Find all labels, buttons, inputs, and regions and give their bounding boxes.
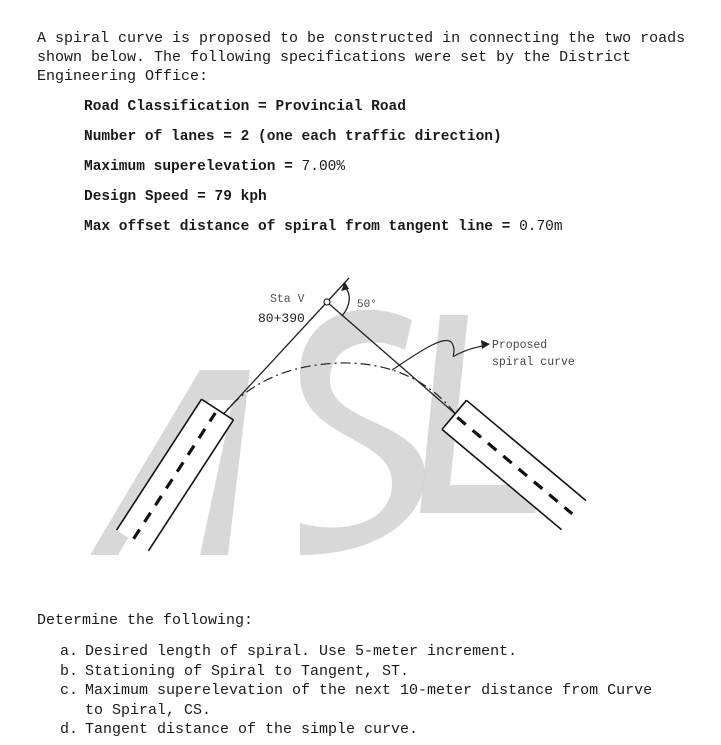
specification-list: [84, 97, 563, 247]
tangent-extension-line: [327, 278, 349, 302]
spec-value: 79 kph: [214, 189, 267, 205]
angle-label: 50°: [357, 299, 377, 311]
question-list: [60, 642, 660, 740]
curve-label-line1: Proposed: [492, 339, 548, 352]
question-item: [60, 681, 660, 720]
spec-max-superelevation: Maximum superelevation = 7.00%: [84, 159, 346, 175]
spec-label: Max offset distance of spiral from tangent line: [84, 219, 493, 235]
spec-label: Road Classification: [84, 99, 250, 115]
curve-label-line2: spiral curve: [492, 356, 575, 369]
question-label: b.: [60, 662, 79, 680]
question-item: [60, 662, 660, 682]
question-text: Tangent distance of the simple curve.: [85, 721, 419, 738]
callout-arrow-head: [481, 340, 490, 349]
problem-intro: A spiral curve is proposed to be constructed in connecting the two roads shown below. The following specifications were set by the District Engineering Office:: [37, 30, 686, 85]
question-text: Stationing of Spiral to Tangent, ST.: [85, 662, 410, 680]
station-label: Sta V: [270, 293, 305, 306]
spec-label: Number of lanes: [84, 129, 215, 145]
station-value: 80+390: [258, 311, 305, 326]
spec-value: 0.70m: [519, 219, 563, 235]
spec-number-of-lanes: Number of lanes = 2 (one each traffic direction): [84, 129, 502, 145]
question-item: [60, 642, 660, 662]
spiral-curve-diagram: [0, 255, 721, 565]
question-prompt: Determine the following:: [37, 612, 254, 629]
spec-road-classification: Road Classification = Provincial Road: [84, 99, 406, 115]
question-label: a.: [60, 643, 79, 660]
question-item: [60, 720, 660, 740]
spec-max-offset: Max offset distance of spiral from tangent line = 0.70m: [84, 219, 563, 235]
spec-value: Provincial Road: [275, 99, 406, 115]
spec-label: Design Speed: [84, 189, 189, 205]
angle-arrow-head: [341, 282, 349, 291]
question-text: Maximum superelevation of the next 10-meter distance from Curve to Spiral, CS.: [85, 682, 653, 719]
question-label: d.: [60, 721, 79, 738]
pi-station-marker: [324, 299, 330, 305]
question-text: Desired length of spiral. Use 5-meter increment.: [85, 643, 518, 660]
spec-value: 2 (one each traffic direction): [240, 129, 502, 145]
spec-label: Maximum superelevation: [84, 159, 276, 175]
spec-value: 7.00%: [301, 159, 346, 175]
question-label: c.: [60, 682, 79, 699]
spec-design-speed: Design Speed = 79 kph: [84, 189, 267, 205]
